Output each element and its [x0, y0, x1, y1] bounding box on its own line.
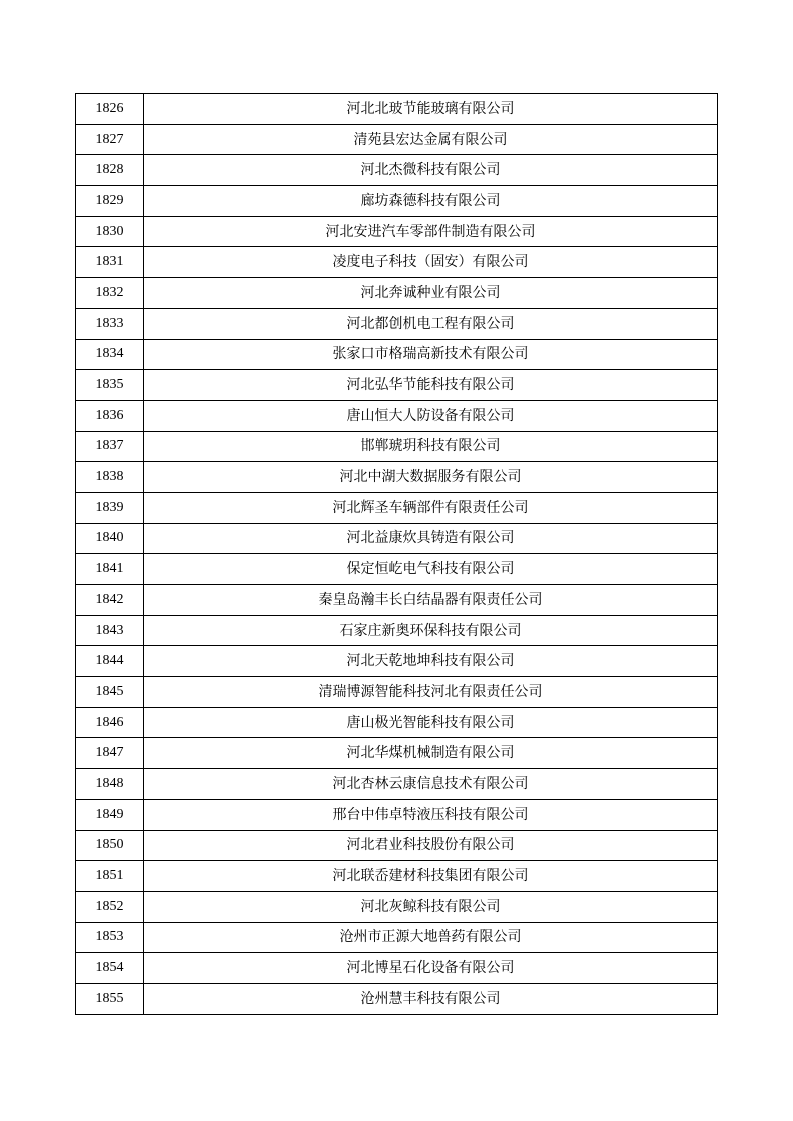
company-name-cell: 石家庄新奥环保科技有限公司 [144, 615, 718, 646]
row-number-cell: 1837 [76, 431, 144, 462]
row-number-cell: 1835 [76, 370, 144, 401]
company-list-table [75, 93, 718, 1015]
row-number-cell: 1853 [76, 922, 144, 953]
company-name-cell: 河北杰微科技有限公司 [144, 155, 718, 186]
row-number-cell: 1844 [76, 646, 144, 677]
company-name-cell: 河北奔诚种业有限公司 [144, 278, 718, 309]
row-number-cell: 1852 [76, 891, 144, 922]
table-row [76, 585, 718, 616]
table-row [76, 646, 718, 677]
row-number-cell: 1826 [76, 94, 144, 125]
row-number-cell: 1846 [76, 707, 144, 738]
table-row [76, 554, 718, 585]
row-number-cell: 1831 [76, 247, 144, 278]
company-name-cell: 保定恒屹电气科技有限公司 [144, 554, 718, 585]
row-number-cell: 1854 [76, 953, 144, 984]
table-row [76, 891, 718, 922]
company-name-cell: 张家口市格瑞高新技术有限公司 [144, 339, 718, 370]
table-row [76, 953, 718, 984]
company-name-cell: 秦皇岛瀚丰长白结晶器有限责任公司 [144, 585, 718, 616]
row-number-cell: 1828 [76, 155, 144, 186]
row-number-cell: 1839 [76, 492, 144, 523]
row-number-cell: 1833 [76, 308, 144, 339]
table-row [76, 216, 718, 247]
table-row [76, 799, 718, 830]
company-name-cell: 河北博星石化设备有限公司 [144, 953, 718, 984]
company-name-cell: 河北联岙建材科技集团有限公司 [144, 861, 718, 892]
table-row [76, 462, 718, 493]
table-row [76, 370, 718, 401]
row-number-cell: 1851 [76, 861, 144, 892]
company-name-cell: 河北北玻节能玻璃有限公司 [144, 94, 718, 125]
row-number-cell: 1855 [76, 983, 144, 1014]
row-number-cell: 1827 [76, 124, 144, 155]
row-number-cell: 1829 [76, 186, 144, 217]
table-row [76, 615, 718, 646]
table-body [76, 94, 718, 1015]
company-name-cell: 唐山极光智能科技有限公司 [144, 707, 718, 738]
company-name-cell: 廊坊森德科技有限公司 [144, 186, 718, 217]
row-number-cell: 1832 [76, 278, 144, 309]
row-number-cell: 1834 [76, 339, 144, 370]
company-name-cell: 河北安进汽车零部件制造有限公司 [144, 216, 718, 247]
table-row [76, 186, 718, 217]
company-name-cell: 河北杏林云康信息技术有限公司 [144, 769, 718, 800]
table-row [76, 677, 718, 708]
table-row [76, 400, 718, 431]
company-name-cell: 河北君业科技股份有限公司 [144, 830, 718, 861]
table-row [76, 155, 718, 186]
table-row [76, 492, 718, 523]
company-name-cell: 凌度电子科技（固安）有限公司 [144, 247, 718, 278]
company-name-cell: 沧州市正源大地兽药有限公司 [144, 922, 718, 953]
table-row [76, 769, 718, 800]
company-name-cell: 沧州慧丰科技有限公司 [144, 983, 718, 1014]
table-row [76, 983, 718, 1014]
table-row [76, 278, 718, 309]
table-row [76, 922, 718, 953]
row-number-cell: 1830 [76, 216, 144, 247]
table-row [76, 247, 718, 278]
table-row [76, 738, 718, 769]
company-name-cell: 河北天乾地坤科技有限公司 [144, 646, 718, 677]
row-number-cell: 1847 [76, 738, 144, 769]
company-name-cell: 河北辉圣车辆部件有限责任公司 [144, 492, 718, 523]
company-name-cell: 邢台中伟卓特液压科技有限公司 [144, 799, 718, 830]
table-row [76, 431, 718, 462]
company-name-cell: 邯郸琥玥科技有限公司 [144, 431, 718, 462]
company-name-cell: 河北灰鲸科技有限公司 [144, 891, 718, 922]
table-row [76, 861, 718, 892]
company-name-cell: 清瑞博源智能科技河北有限责任公司 [144, 677, 718, 708]
table-row [76, 124, 718, 155]
company-name-cell: 唐山恒大人防设备有限公司 [144, 400, 718, 431]
row-number-cell: 1848 [76, 769, 144, 800]
table-row [76, 523, 718, 554]
table-row [76, 308, 718, 339]
table-row [76, 339, 718, 370]
row-number-cell: 1850 [76, 830, 144, 861]
row-number-cell: 1836 [76, 400, 144, 431]
row-number-cell: 1845 [76, 677, 144, 708]
row-number-cell: 1842 [76, 585, 144, 616]
row-number-cell: 1849 [76, 799, 144, 830]
row-number-cell: 1840 [76, 523, 144, 554]
row-number-cell: 1843 [76, 615, 144, 646]
table-row [76, 830, 718, 861]
row-number-cell: 1841 [76, 554, 144, 585]
company-name-cell: 河北益康炊具铸造有限公司 [144, 523, 718, 554]
company-name-cell: 河北中湖大数据服务有限公司 [144, 462, 718, 493]
company-name-cell: 清苑县宏达金属有限公司 [144, 124, 718, 155]
table-row [76, 94, 718, 125]
row-number-cell: 1838 [76, 462, 144, 493]
table-row [76, 707, 718, 738]
company-name-cell: 河北都创机电工程有限公司 [144, 308, 718, 339]
company-name-cell: 河北弘华节能科技有限公司 [144, 370, 718, 401]
company-name-cell: 河北华煤机械制造有限公司 [144, 738, 718, 769]
